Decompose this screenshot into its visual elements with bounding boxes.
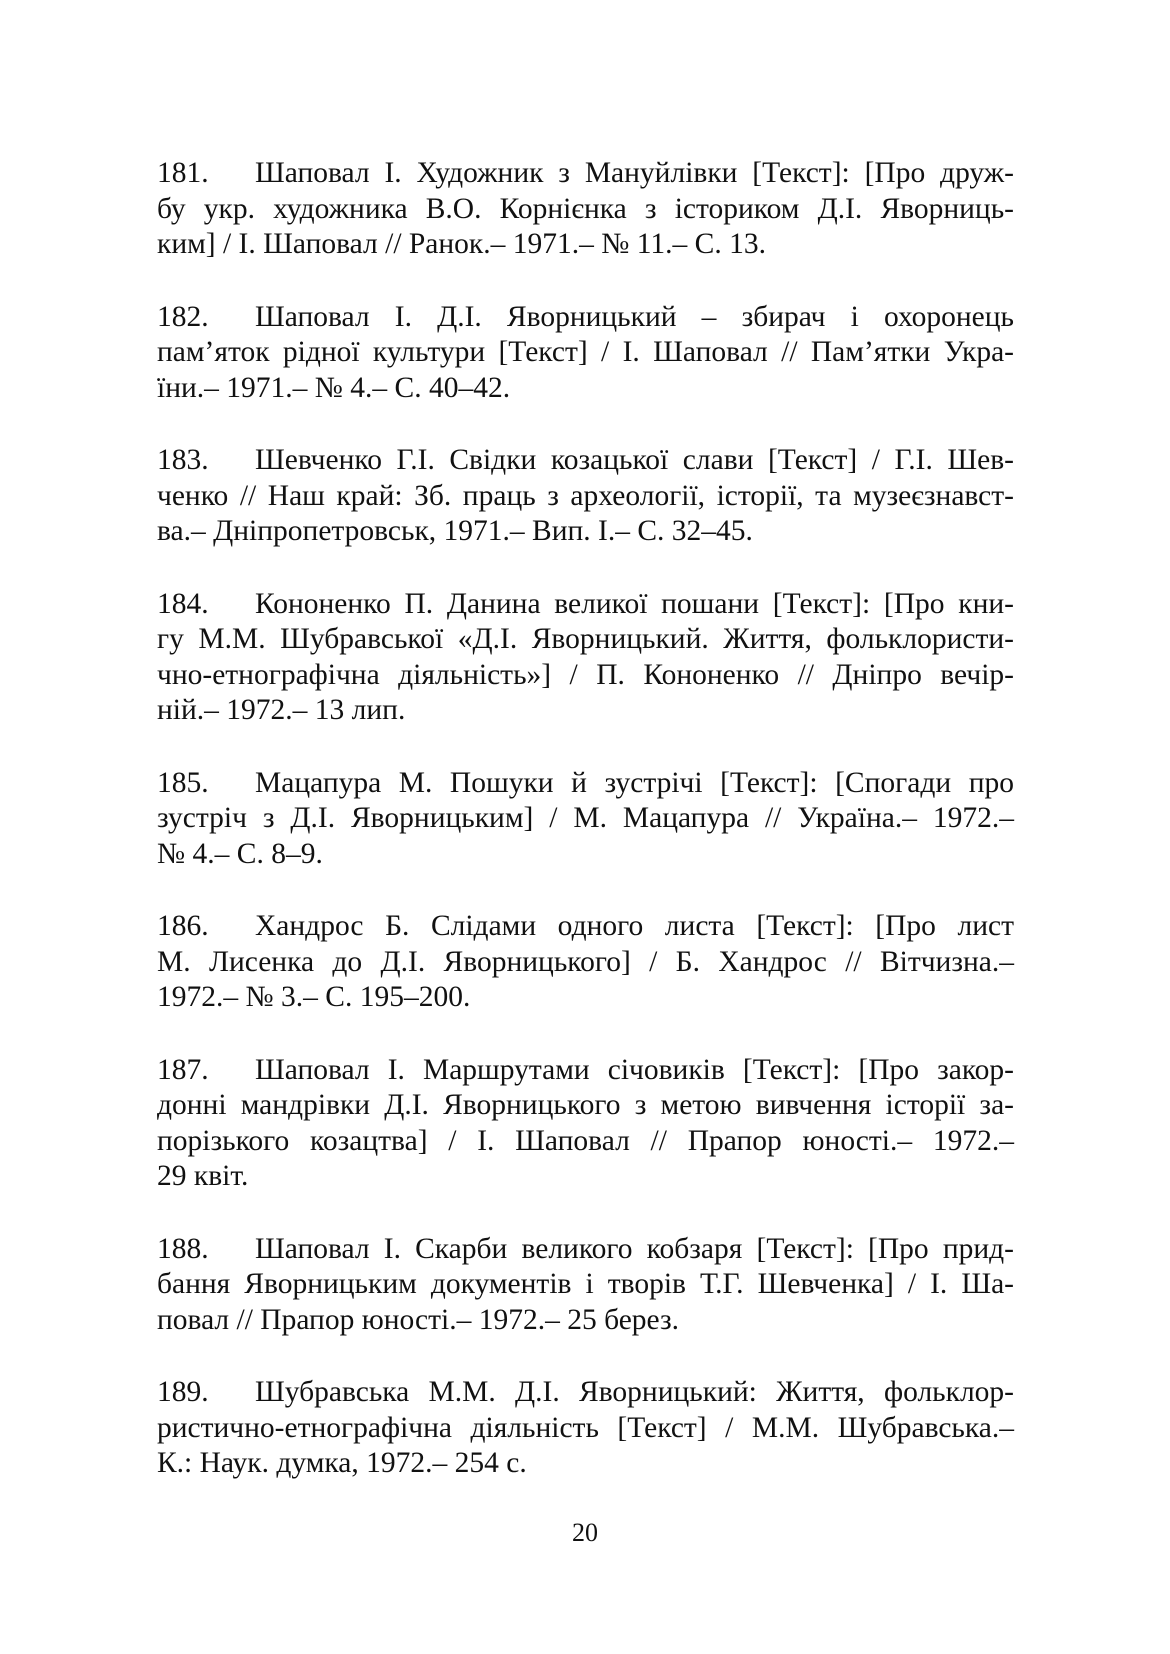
entry-number: 189.	[157, 1376, 209, 1408]
entry-number: 186.	[157, 910, 209, 942]
entry-number: 187.	[157, 1053, 209, 1086]
bibliography-entry-189	[157, 1375, 1014, 1482]
entry-text-line: повал // Прапор юності.– 1972.– 25 берез.	[157, 1303, 680, 1336]
bibliography-entry-182	[157, 300, 1014, 407]
entry-number: 184.	[157, 587, 209, 620]
entry-text-line: 1972.– № 3.– С. 195–200.	[157, 981, 471, 1013]
entry-text-line: Шаповал І. Художник з Мануйлівки [Текст]: [Про друж-	[255, 157, 1014, 189]
entry-text-line: Шевченко Г.І. Свідки козацької слави [Текст] / Г.І. Шев-	[255, 444, 1014, 476]
entry-text-line: Мацапура М. Пошуки й зустрічі [Текст]: [Спогади про	[255, 766, 1014, 799]
entry-text-line: порізького козацтва] / І. Шаповал // Прапор юності.– 1972.–	[157, 1124, 1014, 1157]
entry-text-line: М. Лисенка до Д.І. Яворницького] / Б. Хандрос // Вітчизна.–	[157, 945, 1014, 978]
entry-number: 181.	[157, 157, 209, 189]
entry-text-line: донні мандрівки Д.І. Яворницького з метою вивчення історії за-	[157, 1089, 1014, 1121]
entry-text-line: бання Яворницьким документів і творів Т.Г. Шевченка] / І. Ша-	[157, 1268, 1014, 1300]
bibliography-list	[157, 156, 1014, 1519]
bibliography-entry-184	[157, 587, 1014, 729]
entry-text-line: бу укр. художника В.О. Корнієнка з істориком Д.І. Яворниць-	[157, 192, 1014, 225]
entry-text-line: чно-етнографічна діяльність»] / П. Кононенко // Дніпро вечір-	[157, 658, 1014, 691]
bibliography-entry-188	[157, 1232, 1014, 1339]
bibliography-entry-183	[157, 443, 1014, 550]
entry-text-line: ченко // Наш край: Зб. праць з археології, історії, та музеєзнавст-	[157, 479, 1014, 512]
entry-text-line: К.: Наук. думка, 1972.– 254 с.	[157, 1447, 527, 1479]
bibliography-entry-185	[157, 766, 1014, 873]
page-number: 20	[572, 1518, 598, 1547]
entry-number: 185.	[157, 766, 209, 799]
entry-number: 182.	[157, 300, 209, 333]
entry-text-line: ким] / І. Шаповал // Ранок.– 1971.– № 11.– С. 13.	[157, 228, 766, 260]
entry-text-line: № 4.– С. 8–9.	[157, 837, 323, 870]
entry-text-line: 29 квіт.	[157, 1160, 249, 1192]
entry-text-line: зустріч з Д.І. Яворницьким] / М. Мацапура // Україна.– 1972.–	[157, 802, 1014, 834]
entry-text-line: ва.– Дніпропетровськ, 1971.– Вип. І.– С. 32–45.	[157, 515, 753, 547]
entry-text-line: ристично-етнографічна діяльність [Текст] / М.М. Шубравська.–	[157, 1411, 1014, 1444]
entry-text-line: Шаповал І. Маршрутами січовиків [Текст]: [Про закор-	[255, 1053, 1014, 1086]
entry-number: 183.	[157, 444, 209, 476]
bibliography-entry-187	[157, 1053, 1014, 1195]
entry-text-line: їни.– 1971.– № 4.– С. 40–42.	[157, 371, 511, 404]
entry-text-line: гу М.М. Шубравської «Д.І. Яворницький. Життя, фольклористи-	[157, 623, 1014, 655]
entry-number: 188.	[157, 1232, 209, 1265]
bibliography-entry-186	[157, 909, 1014, 1016]
entry-text-line: Хандрос Б. Слідами одного листа [Текст]: [Про лист	[255, 910, 1014, 942]
entry-text-line: Шаповал І. Скарби великого кобзаря [Текст]: [Про прид-	[255, 1232, 1014, 1265]
entry-text-line: ній.– 1972.– 13 лип.	[157, 694, 406, 726]
entry-text-line: Шубравська М.М. Д.І. Яворницький: Життя, фольклор-	[255, 1376, 1014, 1408]
entry-text-line: пам’яток рідної культури [Текст] / І. Шаповал // Пам’ятки Укра-	[157, 336, 1014, 368]
bibliography-entry-181	[157, 156, 1014, 263]
entry-text-line: Кононенко П. Данина великої пошани [Текст]: [Про кни-	[255, 587, 1014, 620]
entry-text-line: Шаповал І. Д.І. Яворницький – збирач і охоронець	[255, 300, 1014, 333]
